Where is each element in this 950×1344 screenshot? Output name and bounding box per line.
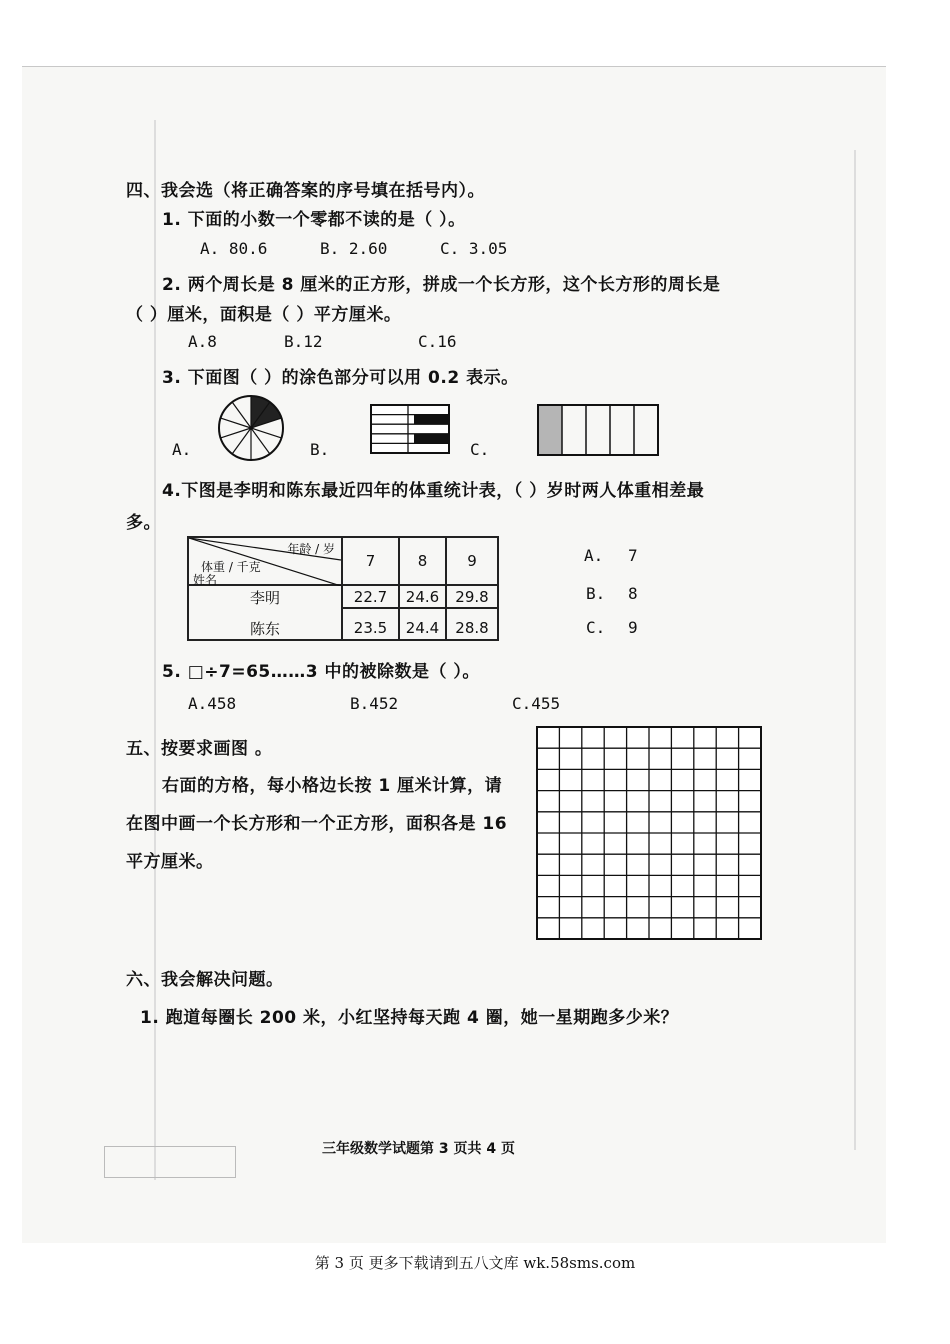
table-cell: 29.8 [446, 585, 498, 608]
q3-label-a: A. [172, 440, 192, 459]
q2-line2: （ ）厘米，面积是（ ）平方厘米。 [126, 305, 402, 325]
q1-option-a: A. 80.6 [200, 239, 268, 258]
weight-table [187, 536, 499, 641]
q5-option-a: A.458 [188, 694, 237, 713]
corner-weight-label: 体重 / 千克 [201, 560, 261, 574]
seat-number-box [104, 1146, 236, 1178]
q2-option-a: A.8 [188, 332, 217, 351]
q2-line1: 2. 两个周长是 8 厘米的正方形，拼成一个长方形，这个长方形的周长是 [162, 275, 721, 295]
q2-option-c: C.16 [418, 332, 457, 351]
q5-text: 5. □÷7=65……3 中的被除数是（ ）。 [162, 662, 480, 682]
q4-option-a-label: A. [584, 546, 604, 565]
table-cell: 28.8 [446, 617, 498, 640]
figure-a-circle [216, 393, 286, 463]
q5-option-c: C.455 [512, 694, 561, 713]
shaded-column [538, 405, 562, 455]
download-note[interactable]: 第 3 页 更多下载请到五八文库 wk.58sms.com [314, 1254, 636, 1272]
q4-line2: 多。 [126, 513, 161, 533]
bleed-line [854, 150, 856, 1150]
shaded-stripe [414, 415, 449, 425]
drawing-grid[interactable] [536, 726, 762, 940]
figure-c-column-rectangle [537, 404, 659, 456]
table-spacer [399, 608, 446, 617]
figure-b-striped-rectangle [370, 404, 450, 454]
age-header: 8 [399, 537, 446, 585]
section5-line1: 右面的方格，每小格边长按 1 厘米计算，请 [162, 776, 503, 796]
q1-text: 1. 下面的小数一个零都不读的是（ ）。 [162, 210, 466, 230]
q3-label-b: B. [310, 440, 330, 459]
table-cell: 24.6 [399, 585, 446, 608]
corner-age-label: 年龄 / 岁 [287, 542, 335, 556]
q1-option-c: C. 3.05 [440, 239, 508, 258]
page-footer: 三年级数学试题第 3 页共 4 页 [322, 1141, 515, 1157]
shaded-stripe [414, 434, 449, 444]
q4-option-c-value: 9 [628, 618, 638, 637]
section6-heading: 六、我会解决问题。 [126, 970, 284, 990]
row-name: 陈东 [188, 617, 342, 640]
table-spacer [342, 608, 399, 617]
corner-name-label: 姓名 [193, 573, 218, 587]
q4-line1: 4.下图是李明和陈东最近四年的体重统计表，（ ）岁时两人体重相差最 [162, 481, 705, 501]
section6-q1: 1. 跑道每圈长 200 米，小红坚持每天跑 4 圈，她一星期跑多少米？ [140, 1008, 679, 1028]
age-header: 9 [446, 537, 498, 585]
age-header: 7 [342, 537, 399, 585]
q4-option-b-label: B. [586, 584, 606, 603]
q4-option-c-label: C. [586, 618, 606, 637]
table-corner [188, 537, 342, 585]
section5-heading: 五、按要求画图 。 [126, 739, 273, 759]
section5-line3: 平方厘米。 [126, 852, 214, 872]
q5-option-b: B.452 [350, 694, 399, 713]
q3-text: 3. 下面图（ ）的涂色部分可以用 0.2 表示。 [162, 368, 519, 388]
table-spacer [188, 608, 342, 617]
table-cell: 24.4 [399, 617, 446, 640]
q4-option-a-value: 7 [628, 546, 638, 565]
table-spacer [446, 608, 498, 617]
table-cell: 23.5 [342, 617, 399, 640]
q1-option-b: B. 2.60 [320, 239, 388, 258]
row-name: 李明 [188, 585, 342, 608]
q4-option-b-value: 8 [628, 584, 638, 603]
section4-heading: 四、我会选（将正确答案的序号填在括号内）。 [126, 181, 485, 201]
table-cell: 22.7 [342, 585, 399, 608]
q2-option-b: B.12 [284, 332, 323, 351]
q3-label-c: C. [470, 440, 490, 459]
section5-line2: 在图中画一个长方形和一个正方形，面积各是 16 [126, 814, 508, 834]
